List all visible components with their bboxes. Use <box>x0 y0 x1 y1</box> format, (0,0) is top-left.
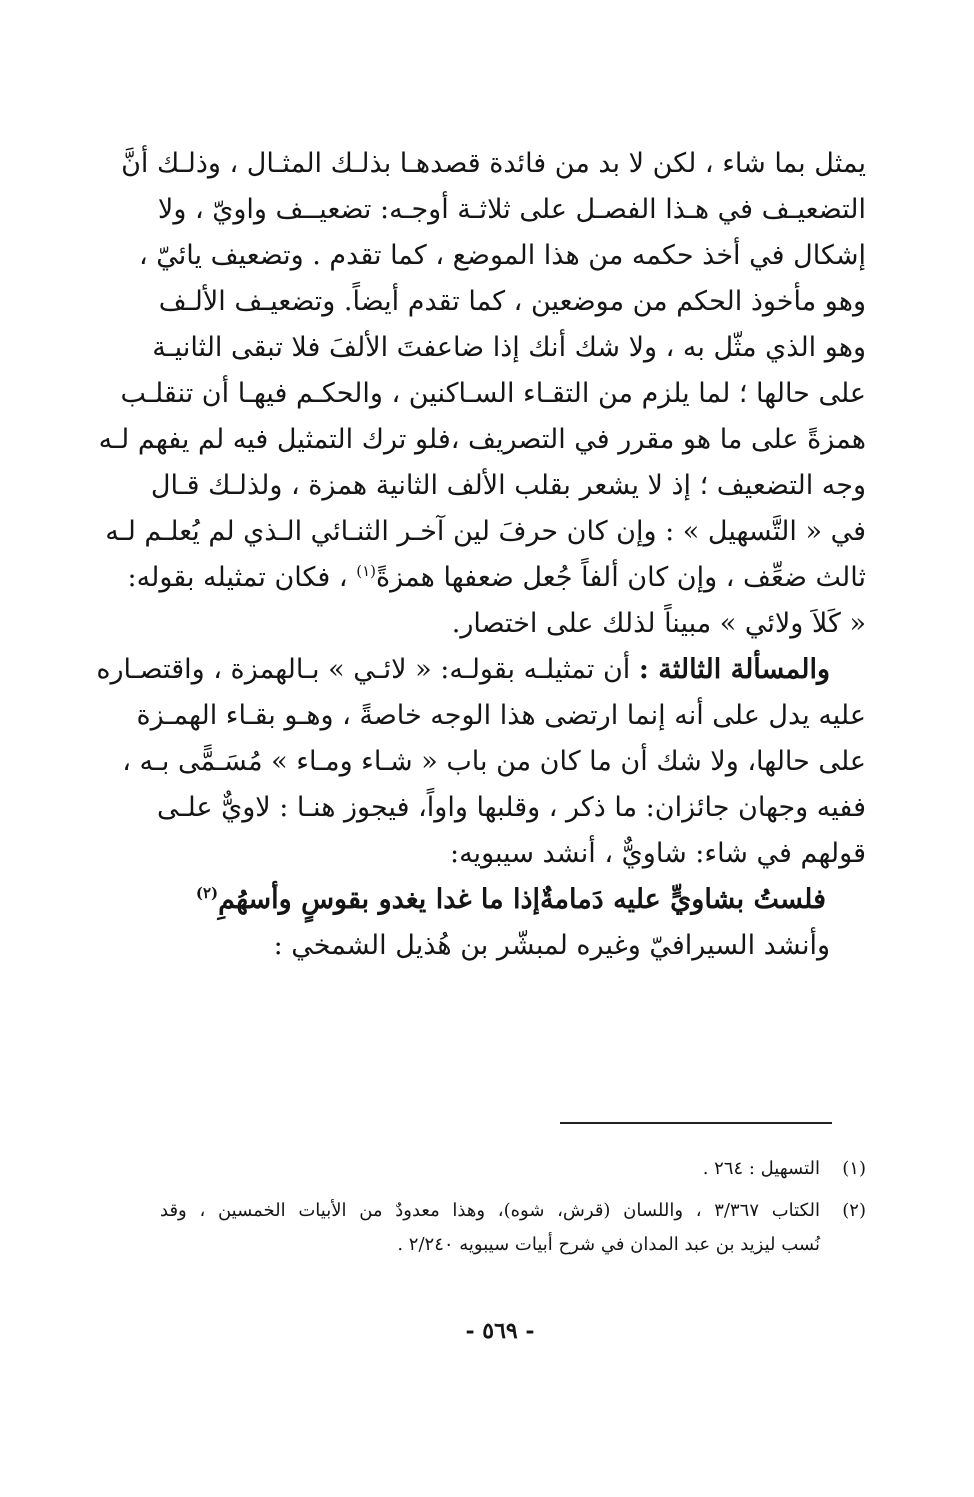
line-text: أن تمثيلـه بقولـه: « لائـي » بـالهمزة ، واقتصـاره <box>96 654 631 685</box>
poetry-verse <box>160 877 866 923</box>
footnote-continuation: نُسب ليزيد بن عبد المدان في شرح أبيات سيبويه ٢/٢٤٠ . <box>397 1234 820 1255</box>
text-line: إشكال في أخذ حكمه من هذا الموضع ، كما تقدم . وتضعيف يائيّ ، <box>138 240 866 271</box>
text-line: « كَلاَ ولائي » مبيناً لذلك على اختصار. <box>451 608 866 639</box>
footnote-text: التسهيل : ٢٦٤ . <box>702 1158 820 1179</box>
verse-second-hemistich: إذا ما غدا يغدو بقوسٍ وأسهُمِ <box>218 884 541 915</box>
line-text: ثالث ضعِّف ، وإن كان ألفاً جُعل ضعفها همزةً <box>376 562 866 593</box>
text-line: وهو مأخوذ الحكم من موضعين ، كما تقدم أيضاً. وتضعيـف الألـف <box>158 286 866 317</box>
text-line: همزةً على ما هو مقرر في التصريف ،فلو ترك التمثيل فيه لم يفهم لـه <box>98 424 866 455</box>
text-line: يمثل بما شاء ، لكن لا بد من فائدة قصدهـا بذلـك المثـال ، وذلـك أنَّ <box>121 148 866 179</box>
text-line: التضعيـف في هـذا الفصـل على ثلاثـة أوجـه: تضعيــف واويّ ، ولا <box>157 194 866 225</box>
footnotes <box>160 1152 866 1262</box>
verse-second-hemistich-wrap <box>196 877 540 923</box>
line-text: ، فكان تمثيله بقوله: <box>127 562 348 593</box>
section-heading: والمسألة الثالثة : <box>638 654 830 685</box>
main-text <box>96 141 866 969</box>
footnote-marker: (٢) <box>195 884 219 902</box>
footnote-number: (٢) <box>842 1200 866 1221</box>
verse-first-hemistich: فلستُ بشاويٍّ عليه دَمامةٌ <box>540 884 826 915</box>
text-line: وجه التضعيف ؛ إذ لا يشعر بقلب الألف الثانية همزة ، ولذلـك قـال <box>150 470 866 501</box>
text-line: قولهم في شاء: شاويٌّ ، أنشد سيبويه: <box>449 838 866 869</box>
footnote-item <box>160 1152 866 1186</box>
text-line-with-footnote <box>127 555 866 601</box>
text-line: على حالها ؛ لما يلزم من التقـاء السـاكنين ، والحكـم فيهـا أن تنقلـب <box>120 378 866 409</box>
text-line: وأنشد السيرافيّ وغيره لمبشّر بن هُذيل الشمخي : <box>273 930 830 961</box>
footnote-separator <box>560 1122 832 1124</box>
footnote-marker: (١) <box>356 562 377 580</box>
footnote-number: (١) <box>842 1158 866 1179</box>
text-line: وهو الذي مثّل به ، ولا شك أنك إذا ضاعفتَ الألفَ فلا تبقى الثانيـة <box>152 332 866 363</box>
text-line: ففيه وجهان جائزان: ما ذكر ، وقلبها واواً، فيجوز هنـا : لاويٌّ علـى <box>157 792 866 823</box>
footnote-text: الكتاب ٣/٣٦٧ ، واللسان (قرش، شوه)، وهذا معدودٌ من الأبيات الخمسين ، وقد <box>160 1200 821 1221</box>
paragraph-lead-line <box>96 647 866 693</box>
text-line: عليه يدل على أنه إنما ارتضى هذا الوجه خاصةً ، وهـو بقـاء الهمـزة <box>136 700 866 731</box>
page-number: - ٥٦٩ - <box>465 1318 535 1344</box>
text-line: في « التَّسهيل » : وإن كان حرفَ لين آخـر الثنـائي الـذي لم يُعلـم لـه <box>105 516 866 547</box>
text-line: على حالها، ولا شك أن ما كان من باب « شـاء ومـاء » مُسَـمًّى بـه ، <box>122 746 866 777</box>
footnote-item <box>160 1194 866 1228</box>
